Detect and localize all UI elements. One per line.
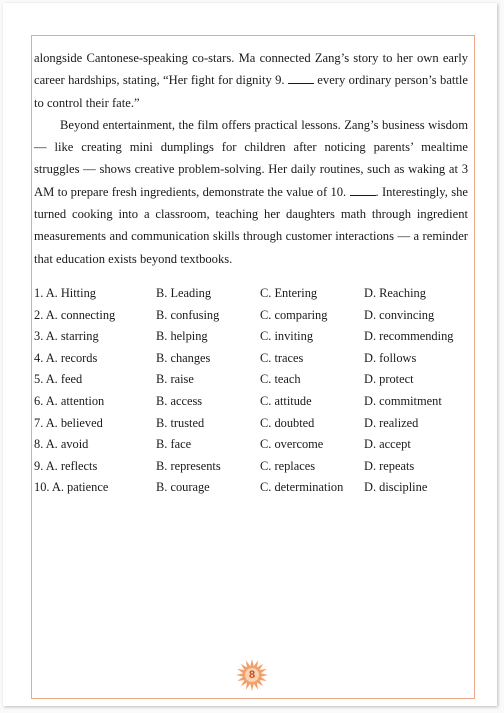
option-c: C. overcome bbox=[260, 437, 324, 452]
option-row bbox=[34, 437, 468, 459]
answer-options-table bbox=[34, 286, 468, 502]
option-b: B. confusing bbox=[156, 307, 220, 322]
passage-paragraph-2: Beyond entertainment, the film offers practical lessons. Zang’s business wisdom — like creating mini dumplings for children after noticing parents’ mealtime struggles — shows creative problem-solving. Her daily routines, such as waking at 3 AM to prepare fresh ingredients, demonstrate the value of 10. . Interestingly, she turned cooking into a classroom, teaching her daughters math through ingredient measurements and communication skills through customer interactions — a reminder that education exists beyond textbooks. bbox=[34, 117, 469, 266]
option-c: C. Entering bbox=[260, 286, 318, 300]
option-d: D. repeats bbox=[364, 458, 415, 473]
option-a: 6. A. attention bbox=[34, 393, 105, 408]
option-row bbox=[34, 286, 468, 308]
option-c: C. teach bbox=[260, 372, 301, 387]
option-d: D. commitment bbox=[364, 393, 442, 408]
option-b: B. courage bbox=[156, 480, 210, 495]
option-c: C. replaces bbox=[260, 458, 316, 473]
option-row bbox=[34, 480, 468, 502]
option-row bbox=[34, 416, 468, 438]
option-d: D. realized bbox=[364, 415, 419, 430]
option-a: 2. A. connecting bbox=[34, 307, 116, 322]
option-c: C. inviting bbox=[260, 329, 314, 344]
passage-paragraph-1: alongside Cantonese-speaking co-stars. Ma connected Zang’s story to her own early career hardships, stating, “Her fight for dignity 9. every ordinary person’s battle to control their fate.” bbox=[34, 51, 468, 110]
option-row bbox=[34, 329, 468, 351]
answer-blank-9 bbox=[288, 73, 314, 84]
option-d: D. accept bbox=[364, 437, 411, 452]
option-b: B. Leading bbox=[156, 286, 212, 300]
option-row bbox=[34, 459, 468, 481]
option-b: B. access bbox=[156, 393, 203, 408]
option-b: B. helping bbox=[156, 329, 208, 344]
option-d: D. recommending bbox=[364, 329, 454, 344]
option-a: 7. A. believed bbox=[34, 415, 103, 430]
page-number-badge bbox=[235, 658, 269, 692]
option-a: 5. A. feed bbox=[34, 372, 83, 387]
option-d: D. protect bbox=[364, 372, 414, 387]
option-a: 10. A. patience bbox=[34, 480, 109, 495]
option-c: C. attitude bbox=[260, 393, 312, 408]
option-a: 8. A. avoid bbox=[34, 437, 89, 452]
page-number: 8 bbox=[248, 669, 256, 681]
option-d: D. follows bbox=[364, 350, 417, 365]
option-b: B. raise bbox=[156, 372, 194, 387]
reading-passage bbox=[34, 47, 468, 270]
option-row bbox=[34, 394, 468, 416]
option-a: 9. A. reflects bbox=[34, 458, 98, 473]
option-d: D. Reaching bbox=[364, 286, 426, 300]
option-row bbox=[34, 308, 468, 330]
option-b: B. changes bbox=[156, 350, 211, 365]
option-row bbox=[34, 351, 468, 373]
option-d: D. convincing bbox=[364, 307, 435, 322]
option-c: C. comparing bbox=[260, 307, 328, 322]
option-row bbox=[34, 372, 468, 394]
option-a: 3. A. starring bbox=[34, 329, 99, 344]
option-d: D. discipline bbox=[364, 480, 428, 495]
option-b: B. represents bbox=[156, 458, 221, 473]
option-a: 1. A. Hitting bbox=[34, 286, 96, 300]
option-c: C. determination bbox=[260, 480, 344, 495]
option-c: C. traces bbox=[260, 350, 304, 365]
option-a: 4. A. records bbox=[34, 350, 98, 365]
answer-blank-10 bbox=[350, 185, 376, 196]
option-b: B. face bbox=[156, 437, 192, 452]
option-c: C. doubted bbox=[260, 415, 315, 430]
option-b: B. trusted bbox=[156, 415, 205, 430]
